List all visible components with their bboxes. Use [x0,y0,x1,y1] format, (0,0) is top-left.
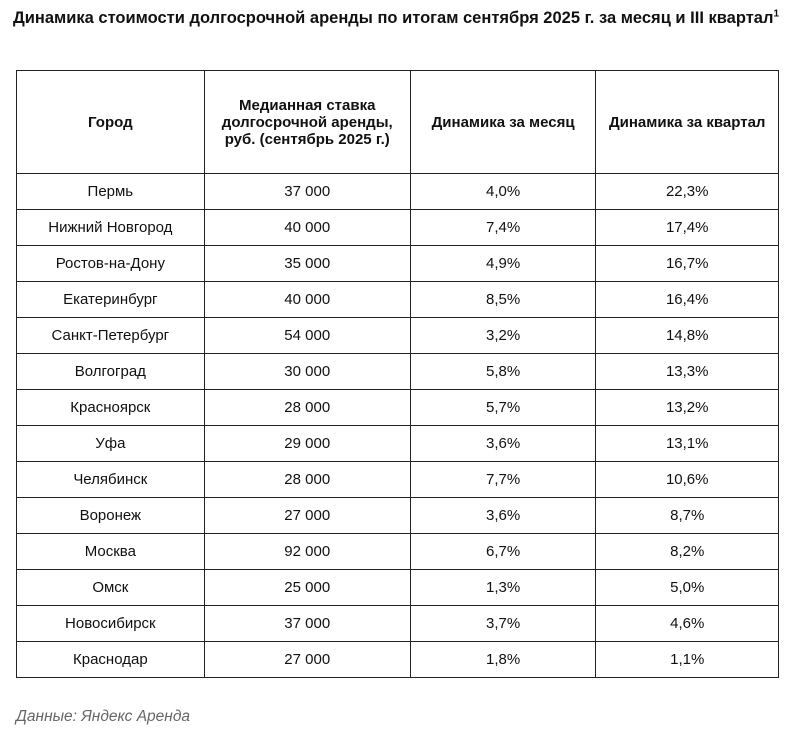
cell-city: Пермь [17,174,205,210]
cell-quarterly-change: 16,4% [596,282,779,318]
cell-quarterly-change: 10,6% [596,462,779,498]
cell-quarterly-change: 17,4% [596,210,779,246]
cell-monthly-change: 7,4% [410,210,596,246]
cell-monthly-change: 1,8% [410,642,596,678]
cell-median-rate: 29 000 [204,426,410,462]
table-row [17,210,779,246]
cell-median-rate: 27 000 [204,642,410,678]
table-row [17,606,779,642]
title-footnote-mark: 1 [773,8,780,20]
cell-monthly-change: 4,0% [410,174,596,210]
table-row [17,246,779,282]
cell-monthly-change: 3,6% [410,498,596,534]
cell-city: Санкт-Петербург [17,318,205,354]
table-row [17,174,779,210]
cell-monthly-change: 5,8% [410,354,596,390]
cell-city: Красноярск [17,390,205,426]
table-row [17,426,779,462]
cell-quarterly-change: 4,6% [596,606,779,642]
cell-city: Челябинск [17,462,205,498]
cell-city: Нижний Новгород [17,210,205,246]
cell-city: Воронеж [17,498,205,534]
cell-monthly-change: 7,7% [410,462,596,498]
table-row [17,534,779,570]
cell-city: Краснодар [17,642,205,678]
table-row [17,498,779,534]
cell-monthly-change: 4,9% [410,246,596,282]
cell-median-rate: 28 000 [204,462,410,498]
cell-monthly-change: 5,7% [410,390,596,426]
cell-quarterly-change: 8,7% [596,498,779,534]
table-row [17,570,779,606]
cell-city: Новосибирск [17,606,205,642]
cell-median-rate: 54 000 [204,318,410,354]
table-row [17,642,779,678]
cell-quarterly-change: 8,2% [596,534,779,570]
document-title [10,6,782,30]
table-header-row [17,71,779,174]
cell-quarterly-change: 13,2% [596,390,779,426]
cell-city: Омск [17,570,205,606]
cell-median-rate: 30 000 [204,354,410,390]
table-row [17,462,779,498]
cell-city: Москва [17,534,205,570]
cell-monthly-change: 1,3% [410,570,596,606]
cell-quarterly-change: 13,1% [596,426,779,462]
header-monthly-change: Динамика за месяц [410,71,596,174]
cell-quarterly-change: 14,8% [596,318,779,354]
cell-city: Екатеринбург [17,282,205,318]
cell-median-rate: 28 000 [204,390,410,426]
cell-median-rate: 40 000 [204,282,410,318]
cell-quarterly-change: 22,3% [596,174,779,210]
table-row [17,318,779,354]
cell-city: Уфа [17,426,205,462]
cell-median-rate: 37 000 [204,606,410,642]
title-text: Динамика стоимости долгосрочной аренды по итогам сентября 2025 г. за месяц и III квартал [12,9,774,27]
cell-median-rate: 35 000 [204,246,410,282]
cell-monthly-change: 6,7% [410,534,596,570]
cell-median-rate: 25 000 [204,570,410,606]
header-quarterly-change: Динамика за квартал [596,71,779,174]
cell-monthly-change: 3,6% [410,426,596,462]
cell-quarterly-change: 1,1% [596,642,779,678]
cell-monthly-change: 3,2% [410,318,596,354]
cell-median-rate: 40 000 [204,210,410,246]
cell-quarterly-change: 13,3% [596,354,779,390]
table-row [17,354,779,390]
cell-monthly-change: 3,7% [410,606,596,642]
cell-median-rate: 92 000 [204,534,410,570]
table-row [17,282,779,318]
cell-city: Волгоград [17,354,205,390]
cell-city: Ростов-на-Дону [17,246,205,282]
cell-quarterly-change: 5,0% [596,570,779,606]
header-city: Город [17,71,205,174]
table-row [17,390,779,426]
header-median-rate: Медианная ставка долгосрочной аренды, руб. (сентябрь 2025 г.) [204,71,410,174]
table-body [17,174,779,678]
cell-quarterly-change: 16,7% [596,246,779,282]
cell-monthly-change: 8,5% [410,282,596,318]
cell-median-rate: 27 000 [204,498,410,534]
cell-median-rate: 37 000 [204,174,410,210]
rent-dynamics-table [16,70,779,678]
source-note: Данные: Яндекс Аренда [16,708,191,725]
